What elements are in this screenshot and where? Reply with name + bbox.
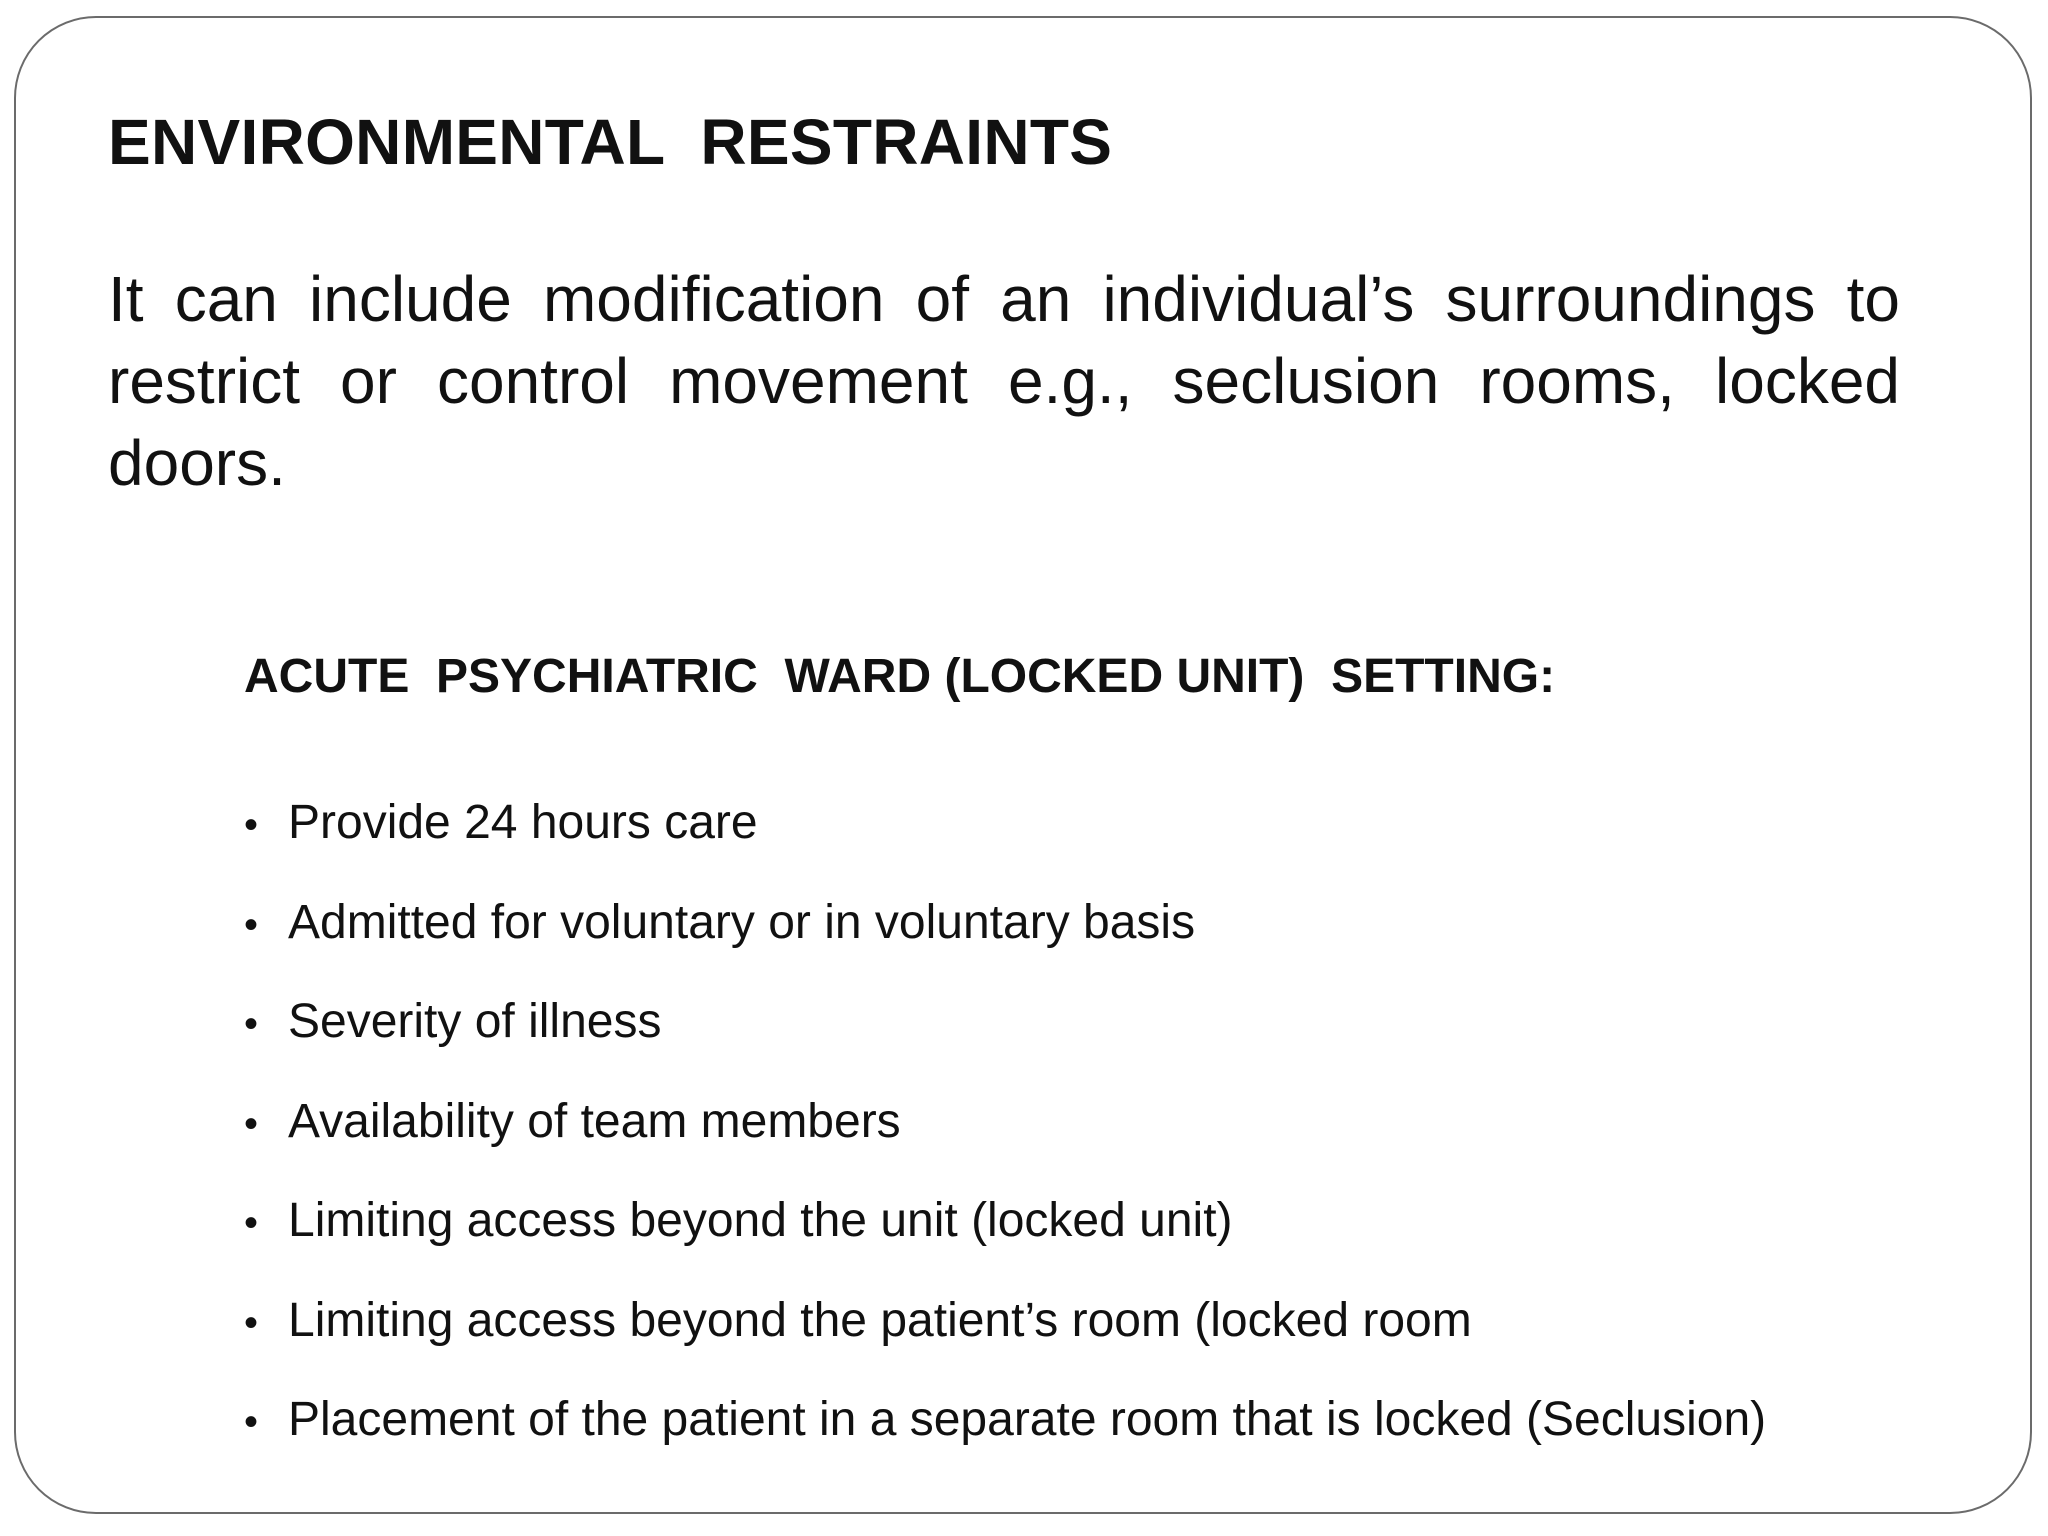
list-item: [244, 1093, 1766, 1193]
list-item: [244, 1192, 1766, 1292]
list-item: [244, 894, 1766, 994]
bullet-text: Severity of illness: [288, 995, 662, 1048]
bullet-icon: •: [244, 1300, 259, 1345]
section-subheading: ACUTE PSYCHIATRIC WARD (LOCKED UNIT) SETTING:: [244, 650, 1556, 703]
bullet-text: Limiting access beyond the unit (locked unit): [288, 1194, 1233, 1247]
slide-title: ENVIRONMENTAL RESTRAINTS: [108, 106, 1113, 178]
bullet-icon: •: [244, 803, 259, 847]
list-item: [244, 993, 1766, 1093]
bullet-icon: •: [244, 902, 259, 947]
bullet-text: Availability of team members: [288, 1094, 901, 1148]
bullet-text: Admitted for voluntary or in voluntary basis: [288, 895, 1196, 949]
list-item: [244, 1292, 1766, 1392]
bullet-icon: •: [244, 1101, 259, 1146]
list-item: [244, 1391, 1766, 1491]
bullet-icon: •: [244, 1400, 259, 1444]
bullet-list: [244, 794, 1766, 1491]
bullet-icon: •: [244, 1002, 259, 1046]
slide-frame: [14, 16, 2032, 1514]
bullet-text: Placement of the patient in a separate room that is locked (Seclusion): [288, 1393, 1767, 1446]
bullet-icon: •: [244, 1201, 259, 1245]
bullet-text: Provide 24 hours care: [288, 796, 758, 849]
intro-paragraph: It can include modification of an individual’s surroundings to restrict or control movement e.g., seclusion rooms, locked doors.: [108, 263, 1900, 499]
bullet-text: Limiting access beyond the patient’s room (locked room: [288, 1293, 1472, 1347]
list-item: [244, 794, 1766, 894]
